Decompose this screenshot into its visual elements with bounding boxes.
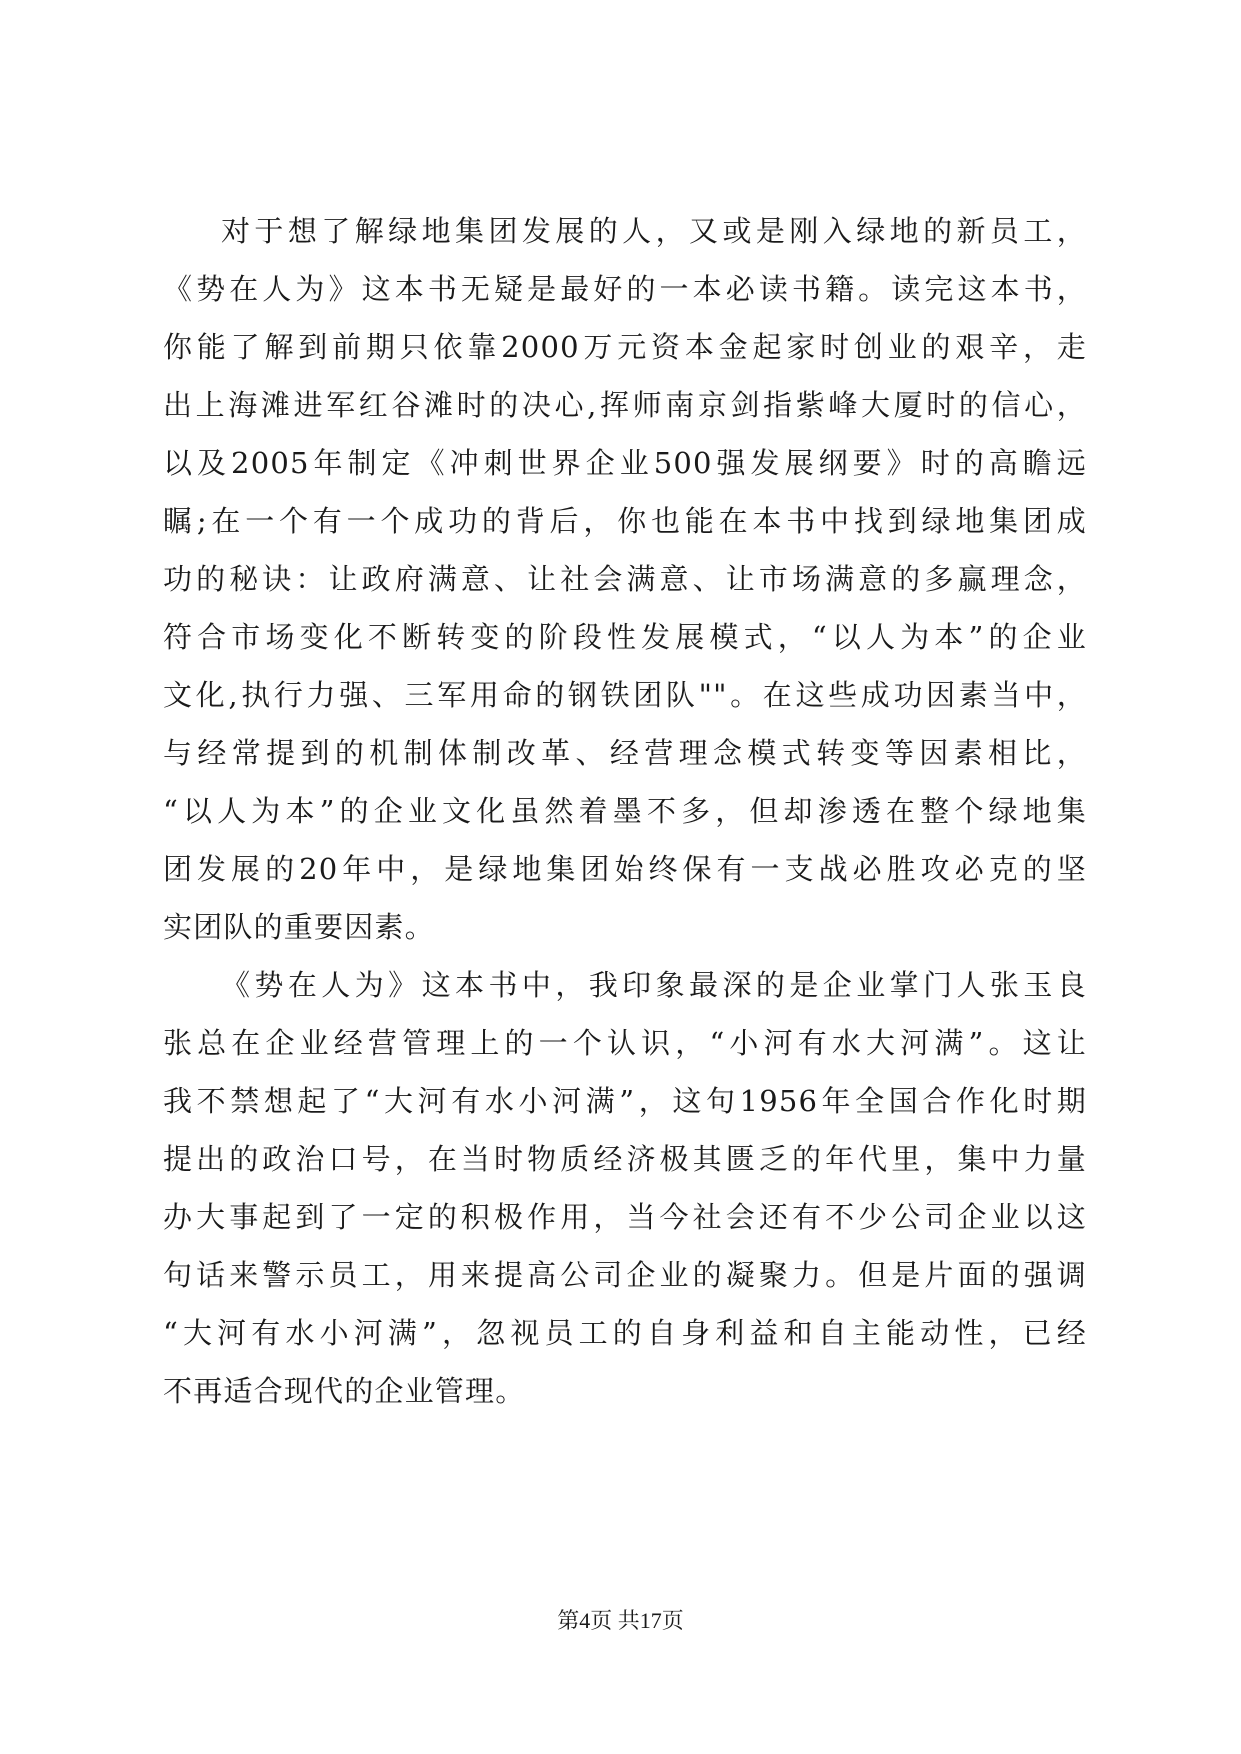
- paragraph-line: 符合市场变化不断转变的阶段性发展模式，“以人为本”的企业: [163, 620, 1087, 654]
- paragraph-1: [163, 202, 1087, 956]
- paragraph-line: 我不禁想起了“大河有水小河满”，这句1956年全国合作化时期: [163, 1084, 1087, 1118]
- paragraph-line: 以及2005年制定《冲刺世界企业500强发展纲要》时的高瞻远: [163, 446, 1087, 480]
- paragraph-line: 你能了解到前期只依靠2000万元资本金起家时创业的艰辛，走: [163, 330, 1087, 364]
- paragraph-line: 团发展的20年中，是绿地集团始终保有一支战必胜攻必克的坚: [163, 852, 1087, 886]
- paragraph-line: 瞩;在一个有一个成功的背后，你也能在本书中找到绿地集团成: [163, 504, 1087, 538]
- paragraph-2: [163, 956, 1087, 1420]
- paragraph-line: 《势在人为》这本书无疑是最好的一本必读书籍。读完这本书，: [163, 272, 1087, 306]
- paragraph-line: 与经常提到的机制体制改革、经营理念模式转变等因素相比，: [163, 736, 1087, 770]
- paragraph-line: 功的秘诀：让政府满意、让社会满意、让市场满意的多赢理念，: [163, 562, 1087, 596]
- paragraph-line: 句话来警示员工，用来提高公司企业的凝聚力。但是片面的强调: [163, 1258, 1087, 1292]
- page-number-footer: 第4页 共17页: [557, 1608, 684, 1633]
- paragraph-line: 对于想了解绿地集团发展的人，又或是刚入绿地的新员工，: [221, 214, 1087, 248]
- paragraph-line: 办大事起到了一定的积极作用，当今社会还有不少公司企业以这: [163, 1200, 1087, 1234]
- paragraph-line: 提出的政治口号，在当时物质经济极其匮乏的年代里，集中力量: [163, 1142, 1087, 1176]
- paragraph-line: “以人为本”的企业文化虽然着墨不多，但却渗透在整个绿地集: [163, 794, 1087, 828]
- paragraph-line: 《势在人为》这本书中，我印象最深的是企业掌门人张玉良: [221, 968, 1087, 1002]
- paragraph-line: 实团队的重要因素。: [163, 910, 435, 944]
- paragraph-line: 文化,执行力强、三军用命的钢铁团队""。在这些成功因素当中，: [163, 678, 1087, 712]
- paragraph-line: 出上海滩进军红谷滩时的决心,挥师南京剑指紫峰大厦时的信心，: [163, 388, 1087, 422]
- paragraph-line: 不再适合现代的企业管理。: [163, 1374, 526, 1408]
- body-text: [163, 202, 1087, 1420]
- paragraph-line: “大河有水小河满”，忽视员工的自身利益和自主能动性，已经: [163, 1316, 1087, 1350]
- paragraph-line: 张总在企业经营管理上的一个认识，“小河有水大河满”。这让: [163, 1026, 1087, 1060]
